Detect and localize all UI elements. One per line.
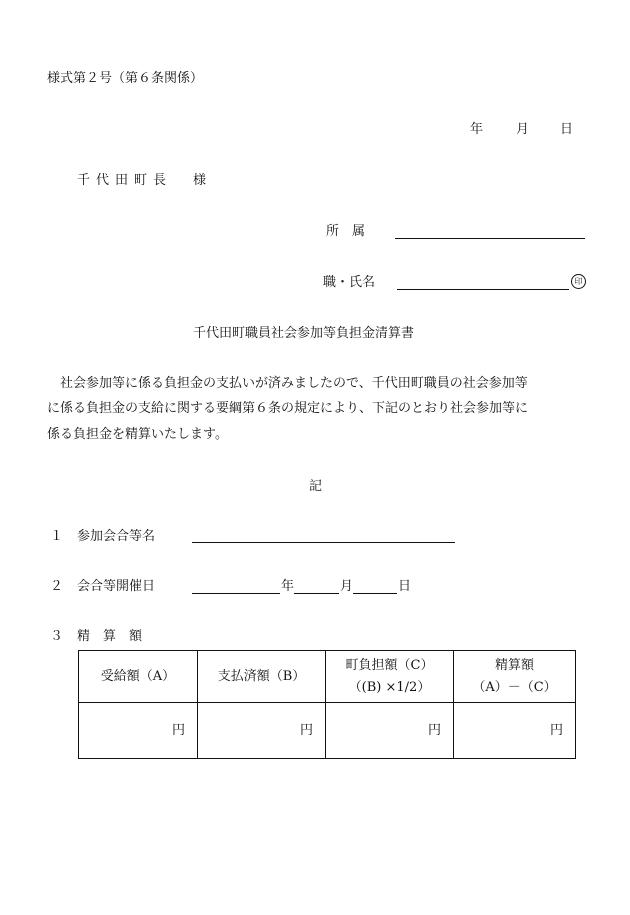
settlement-table [78,650,576,759]
body-line-1: 社会参加等に係る負担金の支払いが済みましたので、千代田町職員の社会参加等 [47,376,528,391]
header-settlement-amount [454,651,576,703]
header-town-share-line2: （(B) ×1/2） [348,679,431,695]
addressee-name: 千代田町長 [77,173,173,188]
yen-unit: 円 [299,722,313,738]
header-town-share [326,651,454,703]
header-town-share-line1: 町負担額（C） [345,657,434,673]
item2-month-label: 月 [340,579,354,594]
header-paid-amount-text: 支払済額（B） [217,668,306,684]
body-line-2: に係る負担金の支給に関する要綱第６条の規定により、下記のとおり社会参加等に [47,401,529,416]
yen-unit: 円 [171,722,185,738]
header-settlement-line1: 精算額 [494,657,534,673]
header-settlement-line2: （A）－（C） [472,679,557,695]
item3-number: ３ [50,629,64,644]
body-line-3: 係る負担金を精算いたします。 [47,427,228,442]
town-share-cell[interactable] [326,703,454,759]
meeting-day-field[interactable] [353,593,397,594]
received-amount-cell[interactable] [79,703,198,759]
meeting-year-field[interactable] [192,593,280,594]
seal-mark: 印 [571,274,586,289]
name-label: 職・氏名 [323,275,376,290]
name-field[interactable] [397,289,569,290]
addressee-honorific: 様 [193,173,207,188]
yen-unit: 円 [549,722,563,738]
date-year-label: 年 [470,122,484,137]
item3-label: 精 算 額 [77,629,143,644]
paid-amount-cell[interactable] [198,703,326,759]
header-paid-amount [198,651,326,703]
meeting-month-field[interactable] [294,593,339,594]
document-title: 千代田町職員社会参加等負担金清算書 [193,326,415,341]
item2-label: 会合等開催日 [77,579,156,594]
ki-mark: 記 [309,479,323,494]
date-month-label: 月 [516,122,530,137]
item2-year-label: 年 [281,579,295,594]
item2-number: ２ [50,579,64,594]
table-row [79,703,576,759]
form-number: 様式第２号（第６条関係） [47,71,204,86]
header-received-amount-text: 受給額（A） [100,668,176,684]
affiliation-field[interactable] [395,238,585,239]
yen-unit: 円 [427,722,441,738]
date-day-label: 日 [560,122,574,137]
item2-day-label: 日 [398,579,412,594]
affiliation-label: 所 属 [326,224,366,239]
item1-label: 参加会合等名 [77,529,156,544]
settlement-amount-cell[interactable] [454,703,576,759]
meeting-name-field[interactable] [192,542,455,543]
table-header-row [79,651,576,703]
header-received-amount [79,651,198,703]
item1-number: １ [50,529,64,544]
